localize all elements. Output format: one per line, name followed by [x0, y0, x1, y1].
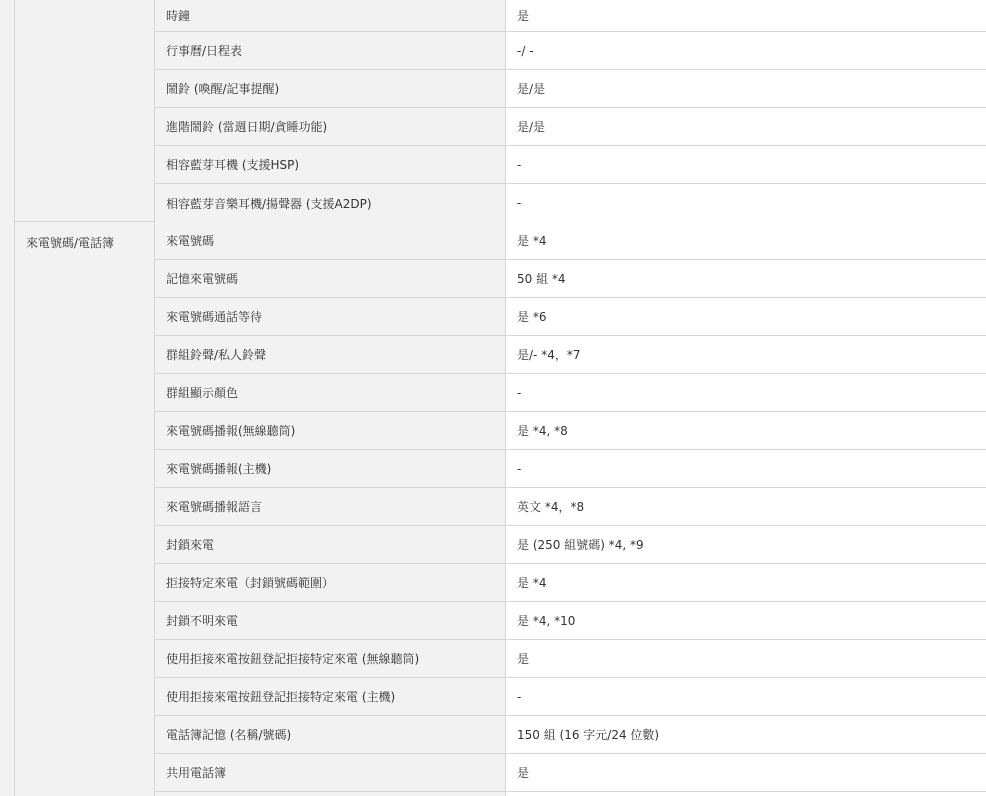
- feature-name: 拒接特定來電（封鎖號碼範圍）: [155, 564, 506, 601]
- feature-name: 群組顯示顏色: [155, 374, 506, 411]
- feature-value: 是/是: [506, 70, 986, 107]
- feature-value: 是: [506, 640, 986, 677]
- table-row: [155, 412, 986, 450]
- feature-value: 是: [506, 754, 986, 791]
- feature-name: 電話簿記憶 (名稱/號碼): [155, 716, 506, 753]
- table-row: [155, 716, 986, 754]
- table-row: [155, 70, 986, 108]
- table-row: [155, 32, 986, 70]
- feature-value: 是/- *4，*7: [506, 336, 986, 373]
- feature-name: 來電號碼: [155, 222, 506, 259]
- feature-name: 來電號碼通話等待: [155, 298, 506, 335]
- feature-value: 是 *4: [506, 564, 986, 601]
- feature-value: -: [506, 450, 986, 487]
- table-row: [155, 184, 986, 222]
- feature-name: 來電號碼播報(無線聽筒): [155, 412, 506, 449]
- table-row: [155, 336, 986, 374]
- feature-value: -: [506, 184, 986, 222]
- feature-name: 來電號碼播報語言: [155, 488, 506, 525]
- feature-name: 使用拒接來電按鈕登記拒接特定來電 (無線聽筒): [155, 640, 506, 677]
- table-row: [155, 374, 986, 412]
- feature-name: 時鐘: [155, 0, 506, 31]
- feature-value: 是 *4: [506, 222, 986, 259]
- category-cell: 來電號碼/電話簿: [15, 222, 155, 796]
- table-row: [155, 526, 986, 564]
- feature-name: 封鎖不明來電: [155, 602, 506, 639]
- feature-name: [155, 792, 506, 796]
- table-row: [155, 0, 986, 32]
- spec-rows: [155, 0, 986, 222]
- left-edge-column: [0, 0, 15, 796]
- feature-name: 相容藍芽音樂耳機/揚聲器 (支援A2DP): [155, 184, 506, 222]
- feature-name: 行事曆/日程表: [155, 32, 506, 69]
- table-row: [155, 298, 986, 336]
- feature-value: 是 (250 組號碼) *4, *9: [506, 526, 986, 563]
- feature-name: 共用電話簿: [155, 754, 506, 791]
- category-cell: [15, 0, 155, 221]
- table-row: [155, 792, 986, 796]
- table-row: [155, 754, 986, 792]
- table-row: [155, 108, 986, 146]
- feature-name: 使用拒接來電按鈕登記拒接特定來電 (主機): [155, 678, 506, 715]
- feature-name: 鬧鈴 (喚醒/記事提醒): [155, 70, 506, 107]
- table-row: [155, 488, 986, 526]
- feature-value: 是 *4, *8: [506, 412, 986, 449]
- table-row: [155, 222, 986, 260]
- feature-value: -/ -: [506, 32, 986, 69]
- feature-name: 記憶來電號碼: [155, 260, 506, 297]
- table-row: [155, 146, 986, 184]
- table-row: [155, 602, 986, 640]
- spec-group-general: [15, 0, 986, 222]
- feature-name: 來電號碼播報(主機): [155, 450, 506, 487]
- feature-value: -: [506, 374, 986, 411]
- feature-name: 進階鬧鈴 (當週日期/貪睡功能): [155, 108, 506, 145]
- feature-value: 50 組 *4: [506, 260, 986, 297]
- spec-rows: [155, 222, 986, 796]
- feature-value: 英文 *4，*8: [506, 488, 986, 525]
- feature-value: 是 *6: [506, 298, 986, 335]
- feature-value: -: [506, 146, 986, 183]
- feature-name: 相容藍芽耳機 (支援HSP): [155, 146, 506, 183]
- table-row: [155, 450, 986, 488]
- feature-value: -: [506, 678, 986, 715]
- table-row: [155, 640, 986, 678]
- feature-value: 是/是: [506, 108, 986, 145]
- feature-value: 是 *4, *10: [506, 602, 986, 639]
- table-row: [155, 564, 986, 602]
- feature-value: 150 組 (16 字元/24 位數): [506, 716, 986, 753]
- feature-value: [506, 792, 986, 796]
- feature-value: 是: [506, 0, 986, 31]
- feature-name: 群組鈴聲/私人鈴聲: [155, 336, 506, 373]
- feature-name: 封鎖來電: [155, 526, 506, 563]
- table-row: [155, 260, 986, 298]
- spec-group-caller-id-phonebook: [15, 222, 986, 796]
- table-row: [155, 678, 986, 716]
